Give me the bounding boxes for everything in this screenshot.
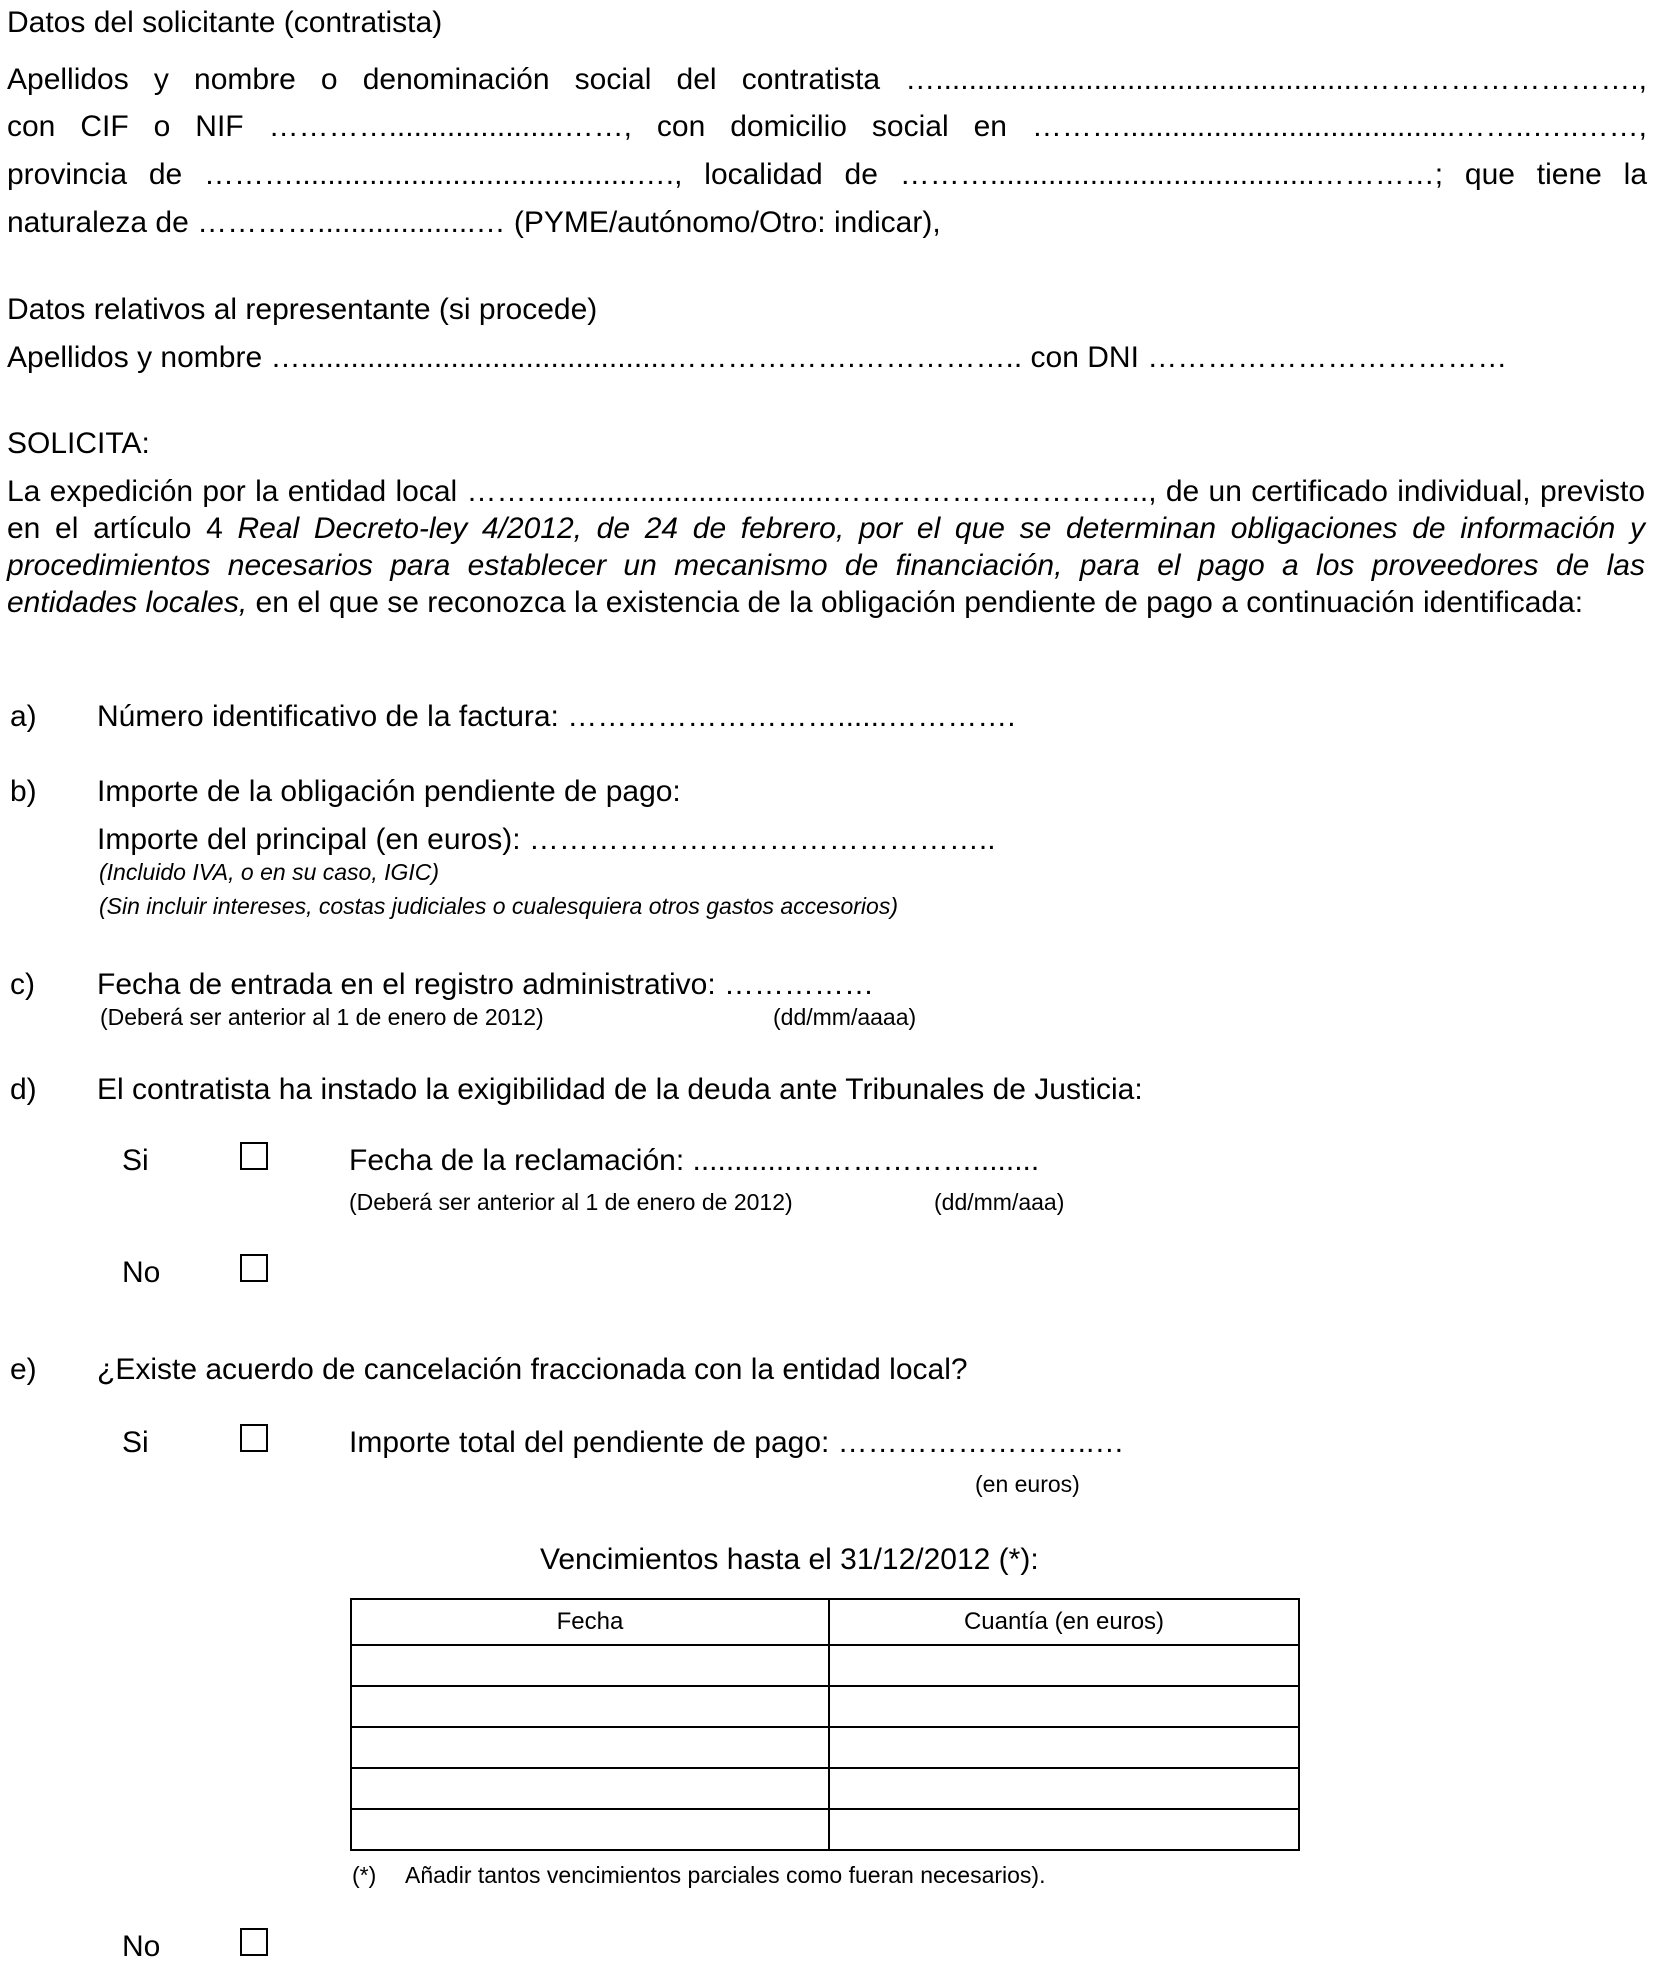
table-cell-amount[interactable] — [829, 1727, 1299, 1768]
court-claim-no-checkbox[interactable] — [240, 1254, 268, 1282]
request-text-start: La expedición por la entidad local ……….................................………………………….., de un certificado individual, previsto en el artículo 4 — [7, 475, 1645, 545]
table-cell-date[interactable] — [351, 1809, 829, 1850]
court-claim-no-label: No — [122, 1256, 161, 1289]
installment-yes-checkbox[interactable] — [240, 1424, 268, 1452]
table-cell-date[interactable] — [351, 1645, 829, 1686]
table-row — [351, 1686, 1299, 1727]
installment-agreement-question: ¿Existe acuerdo de cancelación fraccionada con la entidad local? — [97, 1353, 968, 1386]
court-claim-yes-checkbox[interactable] — [240, 1142, 268, 1170]
footnote-mark: (*) — [352, 1862, 377, 1888]
court-claim-yes-label: Si — [122, 1144, 149, 1177]
installment-yes-label: Si — [122, 1426, 149, 1459]
table-cell-amount[interactable] — [829, 1645, 1299, 1686]
table-cell-amount[interactable] — [829, 1768, 1299, 1809]
principal-amount-line: Importe del principal (en euros): ……………………………………….. — [97, 823, 996, 856]
applicant-name-line: Apellidos y nombre o denominación social del contratista …...................................................………………………., — [7, 63, 1647, 96]
request-text-end: en el que se reconozca la existencia de la obligación pendiente de pago a continuación identificada: — [247, 586, 1584, 619]
maturities-title: Vencimientos hasta el 31/12/2012 (*): — [540, 1543, 1039, 1576]
request-paragraph — [7, 473, 1645, 621]
applicant-heading: Datos del solicitante (contratista) — [7, 6, 443, 39]
court-claim-question: El contratista ha instado la exigibilidad de la deuda ante Tribunales de Justicia: — [97, 1073, 1143, 1106]
installment-no-label: No — [122, 1930, 161, 1963]
claim-date-format: (dd/mm/aaa) — [934, 1189, 1065, 1215]
table-row — [351, 1768, 1299, 1809]
principal-note-iva: (Incluido IVA, o en su caso, IGIC) — [99, 859, 440, 885]
request-law-reference: Real Decreto-ley 4/2012, de 24 de febrero, por el que se determinan obligaciones de información y procedimientos necesarios para establecer un mecanismo de financiación, para el pago a los proveedores de las entidades locales, — [7, 512, 1645, 619]
claim-date-note: (Deberá ser anterior al 1 de enero de 2012) — [349, 1189, 793, 1215]
item-b-label: b) — [10, 775, 37, 808]
invoice-number-line: Número identificativo de la factura: ………………………......…………. — [97, 700, 1016, 733]
item-e-label: e) — [10, 1353, 37, 1386]
registry-date-format: (dd/mm/aaaa) — [773, 1004, 917, 1030]
item-d-label: d) — [10, 1073, 37, 1106]
footnote-text: Añadir tantos vencimientos parciales como fueran necesarios). — [405, 1862, 1046, 1888]
total-pending-unit: (en euros) — [975, 1471, 1080, 1497]
claim-date-line: Fecha de la reclamación: ............………………........ — [349, 1144, 1040, 1177]
applicant-province-line: provincia de ……….........................................…., localidad de ……….......................................…………; que tiene la — [7, 158, 1647, 191]
table-header-row — [351, 1599, 1299, 1645]
item-c-label: c) — [10, 968, 35, 1001]
total-pending-line: Importe total del pendiente de pago: ……………………..… — [349, 1426, 1125, 1459]
registry-date-note: (Deberá ser anterior al 1 de enero de 2012) — [100, 1004, 544, 1030]
pending-amount-heading: Importe de la obligación pendiente de pago: — [97, 775, 681, 808]
table-cell-date[interactable] — [351, 1727, 829, 1768]
maturities-table — [350, 1598, 1300, 1851]
table-header-amount: Cuantía (en euros) — [829, 1599, 1299, 1645]
registry-date-line: Fecha de entrada en el registro administrativo: …………… — [97, 968, 874, 1001]
installment-no-checkbox[interactable] — [240, 1928, 268, 1956]
representative-name-line: Apellidos y nombre …............................................……………….…………….. con DNI ……………………………… — [7, 341, 1508, 374]
table-cell-amount[interactable] — [829, 1686, 1299, 1727]
principal-note-exclusions: (Sin incluir intereses, costas judiciales o cualesquiera otros gastos accesorios) — [99, 893, 898, 919]
item-a-label: a) — [10, 700, 37, 733]
table-cell-amount[interactable] — [829, 1809, 1299, 1850]
table-row — [351, 1727, 1299, 1768]
table-cell-date[interactable] — [351, 1686, 829, 1727]
request-heading: SOLICITA: — [7, 427, 150, 460]
table-cell-date[interactable] — [351, 1768, 829, 1809]
applicant-cif-line: con CIF o NIF ………….....................……, con domicilio social en ………........................................……..…..……, — [7, 110, 1647, 143]
applicant-nature-line: naturaleza de …………...................… (PYME/autónomo/Otro: indicar), — [7, 206, 941, 239]
table-row — [351, 1809, 1299, 1850]
representative-heading: Datos relativos al representante (si procede) — [7, 293, 598, 326]
table-header-date: Fecha — [351, 1599, 829, 1645]
table-row — [351, 1645, 1299, 1686]
